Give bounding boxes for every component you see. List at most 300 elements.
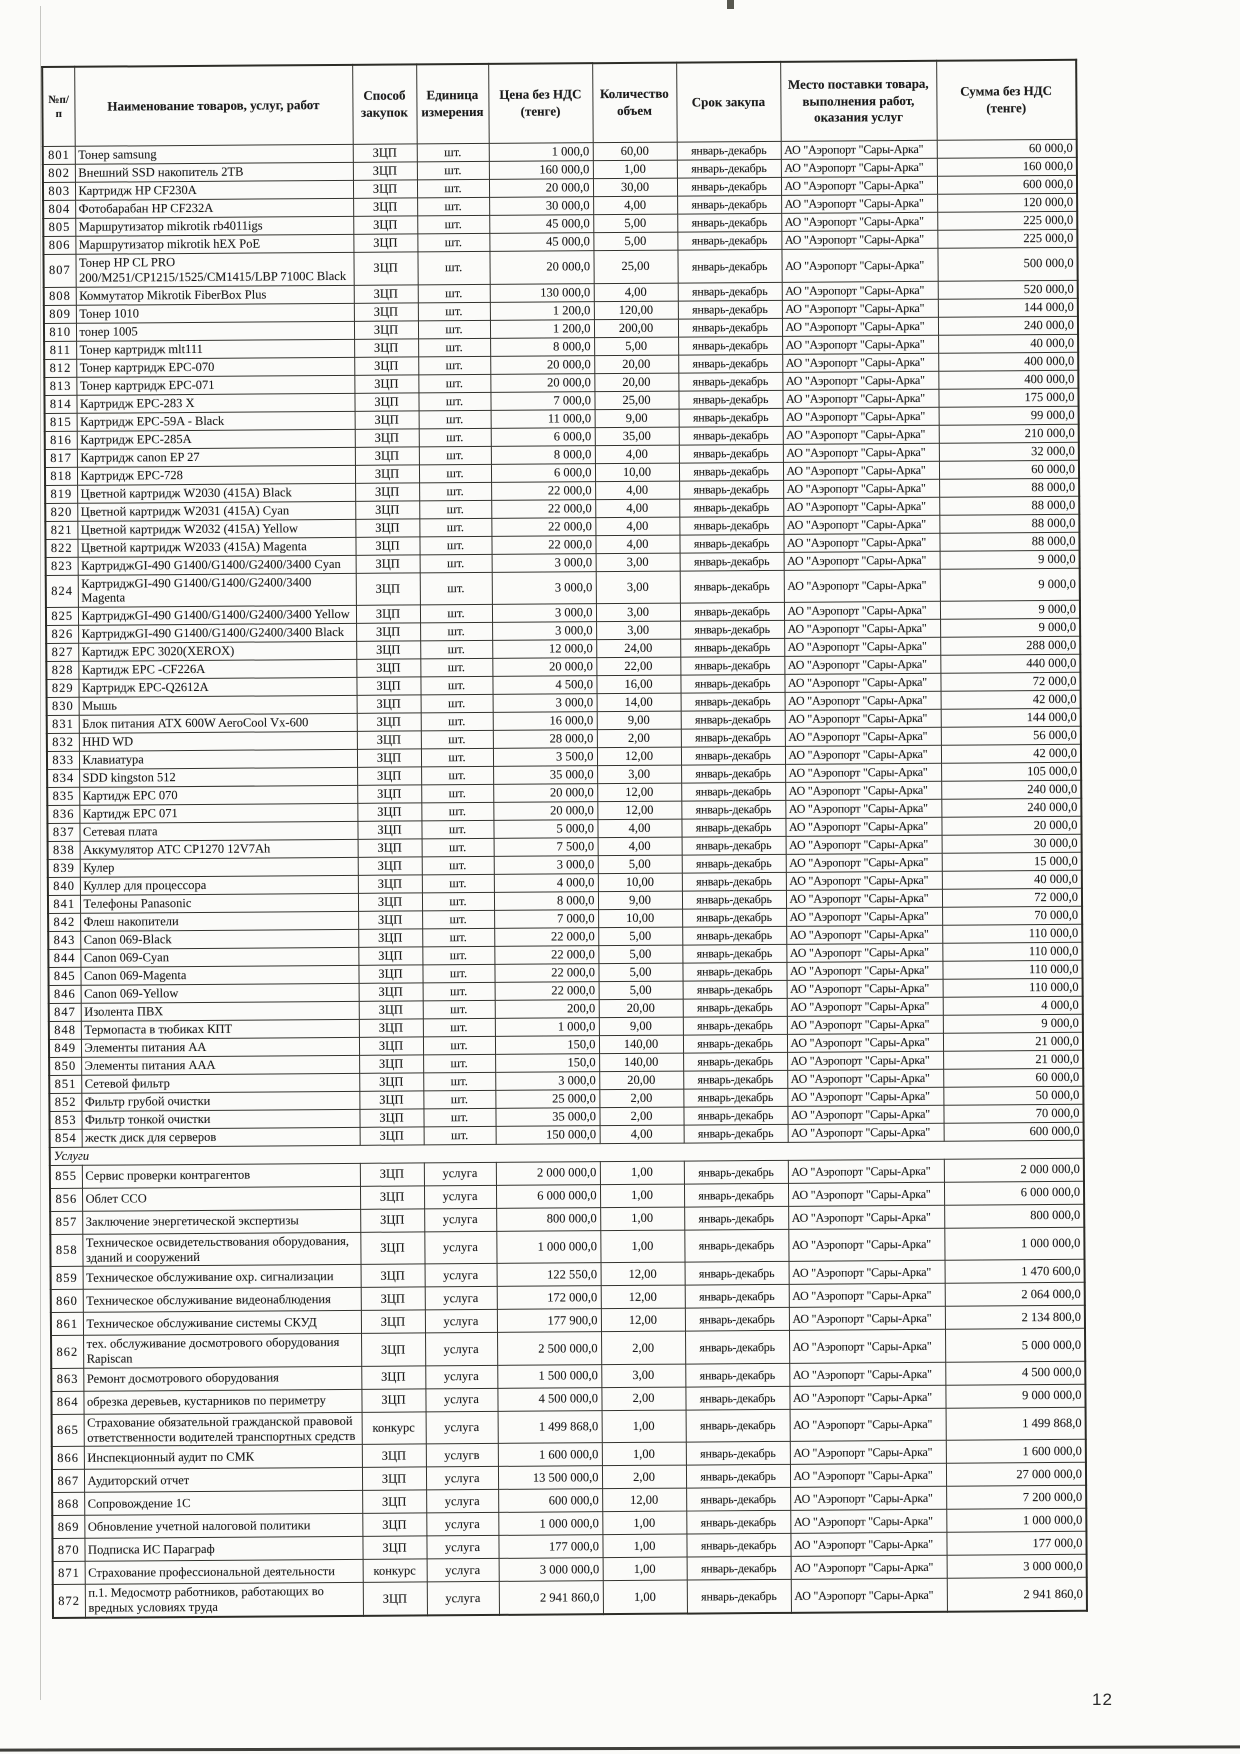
row-number: 832 (47, 733, 79, 751)
quantity: 20,00 (599, 999, 683, 1018)
procurement-period: январь-декабрь (683, 1052, 787, 1071)
procurement-method: ЗЦП (357, 785, 421, 803)
delivery-place: АО "Аэропорт "Сары-Арка" (785, 745, 941, 764)
item-name: Техническое освидетельствования оборудования, зданий и сооружений (82, 1232, 360, 1266)
delivery-place: АО "Аэропорт "Сары-Арка" (784, 637, 940, 656)
unit-price: 172 000,0 (497, 1286, 601, 1310)
quantity: 12,00 (602, 1488, 686, 1512)
total-sum: 144 000,0 (941, 708, 1081, 727)
procurement-method: ЗЦП (359, 1091, 423, 1109)
total-sum: 88 000,0 (939, 514, 1079, 533)
unit-price: 20 000,0 (489, 251, 593, 284)
procurement-method: ЗЦП (359, 983, 423, 1001)
row-number: 859 (51, 1267, 83, 1290)
procurement-method: ЗЦП (354, 302, 418, 320)
row-number: 805 (43, 218, 75, 236)
unit-price: 25 000,0 (495, 1090, 599, 1109)
procurement-method: ЗЦП (355, 446, 419, 464)
row-number: 810 (44, 323, 76, 341)
header-place: Место поставки товара, выполнения работ, оказания услуг (780, 61, 937, 142)
delivery-place: АО "Аэропорт "Сары-Арка" (788, 1159, 944, 1183)
procurement-period: январь-декабрь (687, 1580, 791, 1614)
total-sum: 240 000,0 (941, 798, 1081, 817)
procurement-period: январь-декабрь (686, 1465, 790, 1489)
unit-of-measure: услуга (425, 1388, 497, 1412)
procurement-period: январь-декабрь (680, 656, 784, 675)
unit-price: 3 000,0 (492, 571, 596, 604)
unit-of-measure: шт. (417, 179, 489, 198)
delivery-place: АО "Аэропорт "Сары-Арка" (790, 1487, 946, 1511)
quantity: 4,00 (595, 445, 679, 464)
delivery-place: АО "Аэропорт "Сары-Арка" (783, 533, 939, 552)
item-name: Страхование обязательной гражданской правовой ответственности водителей транспортных средств (84, 1412, 362, 1446)
quantity: 16,00 (596, 675, 680, 694)
delivery-place: АО "Аэропорт "Сары-Арка" (782, 389, 938, 408)
procurement-period: январь-декабрь (682, 872, 786, 891)
total-sum: 9 000,0 (943, 1014, 1083, 1033)
row-number: 834 (47, 769, 79, 787)
total-sum: 60 000,0 (937, 139, 1077, 158)
procurement-period: январь-декабрь (686, 1488, 790, 1512)
procurement-method: ЗЦП (356, 572, 420, 605)
total-sum: 42 000,0 (941, 690, 1081, 709)
quantity: 2,00 (599, 1107, 683, 1126)
item-name: Внешний SSD накопитель 2TB (75, 162, 353, 182)
delivery-place: АО "Аэропорт "Сары-Арка" (790, 1533, 946, 1557)
procurement-period: январь-декабрь (686, 1511, 790, 1535)
row-number: 836 (47, 805, 79, 823)
total-sum: 600 000,0 (944, 1122, 1084, 1141)
quantity: 120,00 (594, 301, 678, 320)
item-name: Телефоны Panasonic (80, 893, 358, 913)
unit-price: 1 499 868,0 (498, 1410, 602, 1443)
item-name: Блок питания ATX 600W AeroCool Vx-600 (79, 713, 357, 733)
delivery-place: АО "Аэропорт "Сары-Арка" (787, 1051, 943, 1070)
procurement-period: январь-декабрь (677, 195, 781, 214)
total-sum: 88 000,0 (939, 478, 1079, 497)
total-sum: 9 000 000,0 (945, 1384, 1085, 1408)
unit-of-measure: шт. (420, 554, 492, 573)
unit-price: 1 000,0 (495, 1018, 599, 1037)
total-sum: 40 000,0 (942, 870, 1082, 889)
quantity: 1,00 (603, 1557, 687, 1581)
delivery-place: АО "Аэропорт "Сары-Арка" (785, 799, 941, 818)
quantity: 9,00 (599, 1017, 683, 1036)
item-name: Картридж EPC-728 (77, 465, 355, 485)
row-number: 830 (47, 697, 79, 715)
unit-price: 5 000,0 (493, 820, 597, 839)
row-number: 812 (44, 359, 76, 377)
procurement-period: январь-декабрь (681, 692, 785, 711)
unit-price: 35 000,0 (493, 766, 597, 785)
total-sum: 9 000,0 (940, 550, 1080, 569)
item-name: Тонер картридж EPC-071 (76, 375, 354, 395)
procurement-period: январь-декабрь (680, 620, 784, 639)
quantity: 5,00 (598, 963, 682, 982)
unit-price: 150,0 (495, 1036, 599, 1055)
row-number: 828 (46, 661, 78, 679)
delivery-place: АО "Аэропорт "Сары-Арка" (785, 709, 941, 728)
item-name: КартриджGI-490 G1400/G1400/G2400/3400 Yellow (78, 605, 356, 625)
item-name: Обновление учетной налоговой политики (84, 1514, 362, 1539)
delivery-place: АО "Аэропорт "Сары-Арка" (787, 1087, 943, 1106)
procurement-period: январь-декабрь (682, 962, 786, 981)
total-sum: 40 000,0 (938, 334, 1078, 353)
item-name: Сетевой фильтр (81, 1073, 359, 1093)
unit-of-measure: услуга (425, 1287, 497, 1311)
delivery-place: АО "Аэропорт "Сары-Арка" (786, 943, 942, 962)
unit-price: 3 000,0 (492, 553, 596, 572)
delivery-place: АО "Аэропорт "Сары-Арка" (788, 1205, 944, 1229)
delivery-place: АО "Аэропорт "Сары-Арка" (781, 212, 937, 231)
row-number: 848 (49, 1021, 81, 1039)
unit-price: 7 000,0 (490, 391, 594, 410)
row-number: 822 (45, 539, 77, 557)
total-sum: 105 000,0 (941, 762, 1081, 781)
procurement-period: январь-декабрь (678, 336, 782, 355)
procurement-method: ЗЦП (355, 482, 419, 500)
quantity: 3,00 (596, 603, 680, 622)
unit-price: 3 000 000,0 (499, 1558, 603, 1582)
unit-price: 800 000,0 (496, 1207, 600, 1231)
delivery-place: АО "Аэропорт "Сары-Арка" (782, 353, 938, 372)
unit-of-measure: услуга (424, 1162, 496, 1186)
quantity: 10,00 (598, 909, 682, 928)
row-number: 872 (53, 1585, 85, 1618)
total-sum: 3 000 000,0 (947, 1555, 1087, 1579)
delivery-place: АО "Аэропорт "Сары-Арка" (788, 1182, 944, 1206)
item-name: Сетевая плата (79, 821, 357, 841)
quantity: 5,00 (599, 981, 683, 1000)
procurement-method: ЗЦП (353, 144, 417, 162)
row-number: 870 (52, 1539, 84, 1562)
item-name: Тонер 1010 (76, 303, 354, 323)
delivery-place: АО "Аэропорт "Сары-Арка" (781, 230, 937, 249)
procurement-period: январь-декабрь (677, 213, 781, 232)
procurement-period: январь-декабрь (678, 390, 782, 409)
item-name: Облет ССО (82, 1186, 360, 1211)
procurement-period: январь-декабрь (677, 177, 781, 196)
delivery-place: АО "Аэропорт "Сары-Арка" (781, 194, 937, 213)
delivery-place: АО "Аэропорт "Сары-Арка" (790, 1408, 946, 1442)
item-name: Маршрутизатор mikrotik rb4011igs (75, 216, 353, 236)
delivery-place: АО "Аэропорт "Сары-Арка" (786, 907, 942, 926)
row-number: 829 (46, 679, 78, 697)
procurement-method: ЗЦП (355, 536, 419, 554)
row-number: 814 (44, 395, 76, 413)
unit-of-measure: шт. (420, 604, 492, 623)
total-sum: 60 000,0 (943, 1068, 1083, 1087)
row-number: 815 (45, 413, 77, 431)
delivery-place: АО "Аэропорт "Сары-Арка" (782, 317, 938, 336)
unit-price: 45 000,0 (489, 215, 593, 234)
unit-price: 16 000,0 (493, 712, 597, 731)
unit-price: 28 000,0 (493, 730, 597, 749)
procurement-method: ЗЦП (357, 821, 421, 839)
procurement-method: ЗЦП (354, 320, 418, 338)
procurement-method: ЗЦП (360, 1163, 424, 1186)
total-sum: 110 000,0 (943, 978, 1083, 997)
delivery-place: АО "Аэропорт "Сары-Арка" (787, 1069, 943, 1088)
unit-price: 4 000,0 (494, 874, 598, 893)
procurement-period: январь-декабрь (685, 1262, 789, 1286)
procurement-method: ЗЦП (355, 500, 419, 518)
row-number: 865 (52, 1414, 84, 1447)
quantity: 2,00 (602, 1465, 686, 1489)
unit-price: 22 000,0 (494, 928, 598, 947)
row-number: 831 (47, 715, 79, 733)
item-name: Элементы питания АА (81, 1037, 359, 1057)
row-number: 869 (52, 1516, 84, 1539)
item-name: Фильтр грубой очистки (81, 1091, 359, 1111)
item-name: Тонер HP CL PRO 200/M251/CP1215/1525/CM1415/LBP 7100C Black (75, 252, 353, 286)
delivery-place: АО "Аэропорт "Сары-Арка" (790, 1464, 946, 1488)
total-sum: 56 000,0 (941, 726, 1081, 745)
item-name: Коммутатор Mikrotik FiberBox Plus (76, 285, 354, 305)
total-sum: 440 000,0 (940, 654, 1080, 673)
unit-of-measure: шт. (420, 622, 492, 641)
procurement-period: январь-декабрь (685, 1285, 789, 1309)
quantity: 3,00 (596, 621, 680, 640)
procurement-method: конкурс (362, 1412, 426, 1445)
delivery-place: АО "Аэропорт "Сары-Арка" (789, 1261, 945, 1285)
unit-price: 20 000,0 (493, 802, 597, 821)
procurement-period: январь-декабрь (679, 426, 783, 445)
quantity: 2,00 (601, 1387, 685, 1411)
item-name: Сервис проверки контрагентов (82, 1163, 360, 1188)
delivery-place: АО "Аэропорт "Сары-Арка" (787, 1015, 943, 1034)
total-sum: 15 000,0 (942, 852, 1082, 871)
row-number: 809 (44, 305, 76, 323)
total-sum: 5 000 000,0 (945, 1329, 1085, 1362)
procurement-period: январь-декабрь (685, 1363, 789, 1387)
delivery-place: АО "Аэропорт "Сары-Арка" (784, 655, 940, 674)
total-sum: 240 000,0 (941, 780, 1081, 799)
unit-price: 7 000,0 (494, 910, 598, 929)
item-name: Мышь (79, 695, 357, 715)
total-sum: 400 000,0 (938, 352, 1078, 371)
total-sum: 20 000,0 (941, 816, 1081, 835)
row-number: 857 (50, 1211, 82, 1234)
header-unit: Единица измерения (416, 64, 489, 144)
row-number: 801 (43, 146, 75, 164)
quantity: 12,00 (597, 747, 681, 766)
unit-of-measure: шт. (422, 964, 494, 983)
total-sum: 800 000,0 (944, 1204, 1084, 1228)
row-number: 862 (51, 1336, 83, 1369)
delivery-place: АО "Аэропорт "Сары-Арка" (789, 1330, 945, 1364)
unit-of-measure: шт. (418, 338, 490, 357)
delivery-place: АО "Аэропорт "Сары-Арка" (782, 371, 938, 390)
row-number: 841 (48, 895, 80, 913)
delivery-place: АО "Аэропорт "Сары-Арка" (782, 335, 938, 354)
row-number: 820 (45, 503, 77, 521)
quantity: 1,00 (602, 1534, 686, 1558)
row-number: 813 (44, 377, 76, 395)
unit-of-measure: услуга (425, 1365, 497, 1389)
procurement-table (41, 59, 1088, 1619)
procurement-period: январь-декабрь (681, 800, 785, 819)
quantity: 4,00 (595, 481, 679, 500)
unit-of-measure: шт. (417, 215, 489, 234)
procurement-period: январь-декабрь (686, 1409, 790, 1442)
unit-price: 35 000,0 (495, 1108, 599, 1127)
total-sum: 1 000 000,0 (946, 1509, 1086, 1533)
procurement-method: ЗЦП (356, 605, 420, 623)
total-sum: 50 000,0 (943, 1086, 1083, 1105)
row-number: 808 (44, 287, 76, 305)
quantity: 3,00 (601, 1364, 685, 1388)
quantity: 4,00 (595, 517, 679, 536)
item-name: Тонер картридж EPC-070 (76, 357, 354, 377)
procurement-method: ЗЦП (355, 428, 419, 446)
procurement-method: ЗЦП (361, 1333, 425, 1366)
procurement-method: ЗЦП (353, 216, 417, 234)
quantity: 30,00 (593, 178, 677, 197)
procurement-method: ЗЦП (357, 695, 421, 713)
delivery-place: АО "Аэропорт "Сары-Арка" (791, 1556, 947, 1580)
procurement-method: ЗЦП (359, 1037, 423, 1055)
procurement-period: январь-декабрь (682, 836, 786, 855)
row-number: 827 (46, 643, 78, 661)
procurement-method: ЗЦП (356, 641, 420, 659)
delivery-place: АО "Аэропорт "Сары-Арка" (787, 1105, 943, 1124)
delivery-place: АО "Аэропорт "Сары-Арка" (783, 515, 939, 534)
delivery-place: АО "Аэропорт "Сары-Арка" (789, 1284, 945, 1308)
quantity: 25,00 (593, 250, 677, 283)
total-sum: 120 000,0 (937, 193, 1077, 212)
quantity: 24,00 (596, 639, 680, 658)
item-name: Ремонт досмотрового оборудования (83, 1366, 361, 1391)
row-number: 819 (45, 485, 77, 503)
unit-of-measure: услуга (425, 1264, 497, 1288)
total-sum: 2 064 000,0 (945, 1283, 1085, 1307)
procurement-method: ЗЦП (356, 554, 420, 572)
item-name: Куллер для процессора (80, 875, 358, 895)
unit-price: 6 000,0 (491, 463, 595, 482)
quantity: 1,00 (602, 1442, 686, 1466)
unit-of-measure: услуга (426, 1490, 498, 1514)
delivery-place: АО "Аэропорт "Сары-Арка" (787, 979, 943, 998)
procurement-period: январь-декабрь (678, 372, 782, 391)
unit-of-measure: шт. (424, 1126, 496, 1145)
total-sum: 520 000,0 (938, 280, 1078, 299)
quantity: 4,00 (595, 499, 679, 518)
delivery-place: АО "Аэропорт "Сары-Арка" (791, 1579, 947, 1613)
header-period: Срок закупа (676, 62, 781, 142)
row-number: 842 (48, 913, 80, 931)
procurement-period: январь-декабрь (680, 674, 784, 693)
item-name: Картидж EPC 3020(XEROX) (78, 641, 356, 661)
quantity: 10,00 (598, 873, 682, 892)
quantity: 5,00 (598, 927, 682, 946)
item-name: Фотобарабан HP CF232A (75, 198, 353, 218)
unit-price: 200,0 (495, 1000, 599, 1019)
row-number: 855 (50, 1165, 82, 1188)
row-number: 838 (48, 841, 80, 859)
item-name: обрезка деревьев, кустарников по периметру (83, 1389, 361, 1414)
unit-of-measure: шт. (423, 1108, 495, 1127)
unit-price: 30 000,0 (489, 197, 593, 216)
quantity: 2,00 (599, 1089, 683, 1108)
row-number: 871 (53, 1562, 85, 1585)
item-name: Аккумулятор АТС CP1270 12V7Ah (80, 839, 358, 859)
quantity: 1,00 (602, 1511, 686, 1535)
unit-price: 1 500 000,0 (497, 1364, 601, 1388)
unit-price: 6 000,0 (491, 427, 595, 446)
item-name: КартриджGI-490 G1400/G1400/G2400/3400 Black (78, 623, 356, 643)
unit-price: 6 000 000,0 (496, 1184, 600, 1208)
unit-price: 177 900,0 (497, 1309, 601, 1333)
total-sum: 1 000 000,0 (944, 1227, 1084, 1260)
procurement-method: ЗЦП (357, 731, 421, 749)
delivery-place: АО "Аэропорт "Сары-Арка" (787, 1033, 943, 1052)
row-number: 867 (52, 1470, 84, 1493)
unit-of-measure: шт. (420, 572, 492, 605)
procurement-period: январь-декабрь (684, 1124, 788, 1143)
item-name: Картридж EPC-Q2612A (78, 677, 356, 697)
procurement-period: январь-декабрь (682, 890, 786, 909)
unit-of-measure: шт. (421, 784, 493, 803)
unit-price: 122 550,0 (497, 1263, 601, 1287)
total-sum: 177 000,0 (946, 1532, 1086, 1556)
procurement-period: январь-декабрь (680, 570, 784, 603)
unit-price: 4 500,0 (492, 676, 596, 695)
total-sum: 9 000,0 (940, 618, 1080, 637)
procurement-method: ЗЦП (354, 374, 418, 392)
total-sum: 225 000,0 (937, 211, 1077, 230)
procurement-period: январь-декабрь (679, 444, 783, 463)
delivery-place: АО "Аэропорт "Сары-Арка" (785, 727, 941, 746)
unit-price: 1 200,0 (490, 301, 594, 320)
item-name: Тонер samsung (75, 144, 353, 164)
item-name: Картридж HP CF230A (75, 180, 353, 200)
unit-price: 600 000,0 (498, 1489, 602, 1513)
header-procurement-method: Способ закупок (352, 64, 417, 144)
total-sum: 144 000,0 (938, 298, 1078, 317)
procurement-method: ЗЦП (358, 929, 422, 947)
unit-price: 3 000,0 (492, 604, 596, 623)
procurement-method: ЗЦП (361, 1366, 425, 1389)
quantity: 4,00 (595, 535, 679, 554)
unit-of-measure: шт. (418, 302, 490, 321)
delivery-place: АО "Аэропорт "Сары-Арка" (790, 1510, 946, 1534)
row-number: 825 (46, 607, 78, 625)
scan-bottom-edge (0, 1745, 1240, 1751)
unit-price: 11 000,0 (491, 409, 595, 428)
row-number: 854 (50, 1129, 82, 1147)
quantity: 35,00 (595, 427, 679, 446)
procurement-method: ЗЦП (358, 839, 422, 857)
total-sum: 600 000,0 (937, 175, 1077, 194)
row-number: 823 (46, 557, 78, 575)
unit-of-measure: шт. (421, 694, 493, 713)
item-name: Картридж EPC-59A - Black (77, 411, 355, 431)
quantity: 200,00 (594, 319, 678, 338)
quantity: 25,00 (594, 391, 678, 410)
total-sum: 9 000,0 (940, 600, 1080, 619)
delivery-place: АО "Аэропорт "Сары-Арка" (781, 140, 937, 159)
procurement-method: ЗЦП (359, 1109, 423, 1127)
item-name: Инспекционный аудит по СМК (84, 1445, 362, 1470)
procurement-period: январь-декабрь (681, 710, 785, 729)
procurement-period: январь-декабрь (683, 980, 787, 999)
item-name: Маршрутизатор mikrotik hEX PoE (75, 234, 353, 254)
section-label: Услуги (50, 1140, 1084, 1165)
total-sum: 9 000,0 (940, 568, 1080, 601)
unit-of-measure: шт. (422, 874, 494, 893)
row-number: 850 (49, 1057, 81, 1075)
